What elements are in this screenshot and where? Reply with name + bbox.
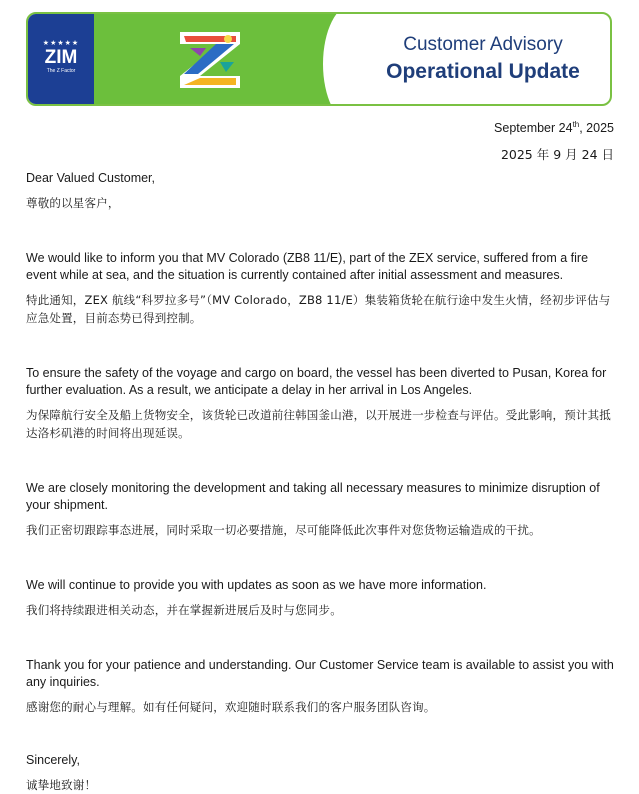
advisory-title-block — [358, 32, 608, 86]
paragraph-1 — [26, 250, 618, 327]
advisory-banner — [26, 12, 612, 106]
paragraph-5-cn: 感谢您的耐心与理解。如有任何疑问，欢迎随时联系我们的客户服务团队咨询。 — [26, 700, 436, 714]
paragraph-4-en: We will continue to provide you with updates as soon as we have more information. — [26, 578, 487, 592]
paragraph-3-cn: 我们正密切跟踪事态进展，同时采取一切必要措施，尽可能降低此次事件对您货物运输造成的干扰。 — [26, 523, 541, 537]
paragraph-4-cn: 我们将持续跟进相关动态，并在掌握新进展后及时与您同步。 — [26, 603, 342, 617]
date-en-suffix: th — [572, 120, 580, 129]
date-chinese: 2025 年 9 月 24 日 — [500, 147, 614, 162]
date-en-year: , 2025 — [579, 121, 614, 136]
greeting-block — [26, 170, 618, 212]
paragraph-3 — [26, 480, 618, 539]
paragraph-2-cn: 为保障航行安全及船上货物安全，该货轮已改道前往韩国釜山港，以开展进一步检查与评估。受此影响，预计其抵达洛杉矶港的时间将出现延误。 — [26, 408, 611, 440]
paragraph-1-en: We would like to inform you that MV Colorado (ZB8 11/E), part of the ZEX service, suffered from a fire event while at sea, and the situation is currently contained after initial assessment and measures. — [26, 251, 589, 282]
paragraph-5-en: Thank you for your patience and understanding. Our Customer Service team is available to assist you with any inquiries. — [26, 658, 614, 689]
banner-subtitle: Operational Update — [386, 60, 580, 83]
paragraph-2-en: To ensure the safety of the voyage and cargo on board, the vessel has been diverted to Pusan, Korea for further evaluation. As a result, we anticipate a delay in her arrival in Los Angeles. — [26, 366, 607, 397]
greeting-en: Dear Valued Customer, — [26, 171, 155, 185]
closing-cn: 诚挚地致谢！ — [26, 778, 97, 792]
paragraph-3-en: We are closely monitoring the development and taking all necessary measures to minimize disruption of your shipment. — [26, 481, 600, 512]
date-english — [494, 120, 614, 135]
logo-wordmark: ZIM — [44, 47, 78, 68]
greeting-cn: 尊敬的以星客户， — [26, 196, 120, 210]
paragraph-5 — [26, 657, 618, 716]
zim-logo — [38, 40, 84, 74]
paragraph-2 — [26, 365, 618, 442]
logo-tagline: The Z Factor — [46, 68, 76, 74]
closing-en: Sincerely, — [26, 753, 80, 767]
date-en-main: September 24 — [494, 121, 573, 136]
paragraph-4 — [26, 577, 618, 619]
z-factor-emblem-icon — [176, 28, 246, 92]
letter-body — [26, 170, 618, 794]
banner-title: Customer Advisory — [403, 34, 563, 55]
logo-stars: ★★★★★ — [42, 40, 80, 47]
paragraph-1-cn: 特此通知，ZEX 航线“科罗拉多号”（MV Colorado，ZB8 11/E）集装箱货轮在航行途中发生火情，经初步评估与应急处置，目前态势已得到控制。 — [26, 293, 611, 325]
closing-block — [26, 752, 618, 794]
